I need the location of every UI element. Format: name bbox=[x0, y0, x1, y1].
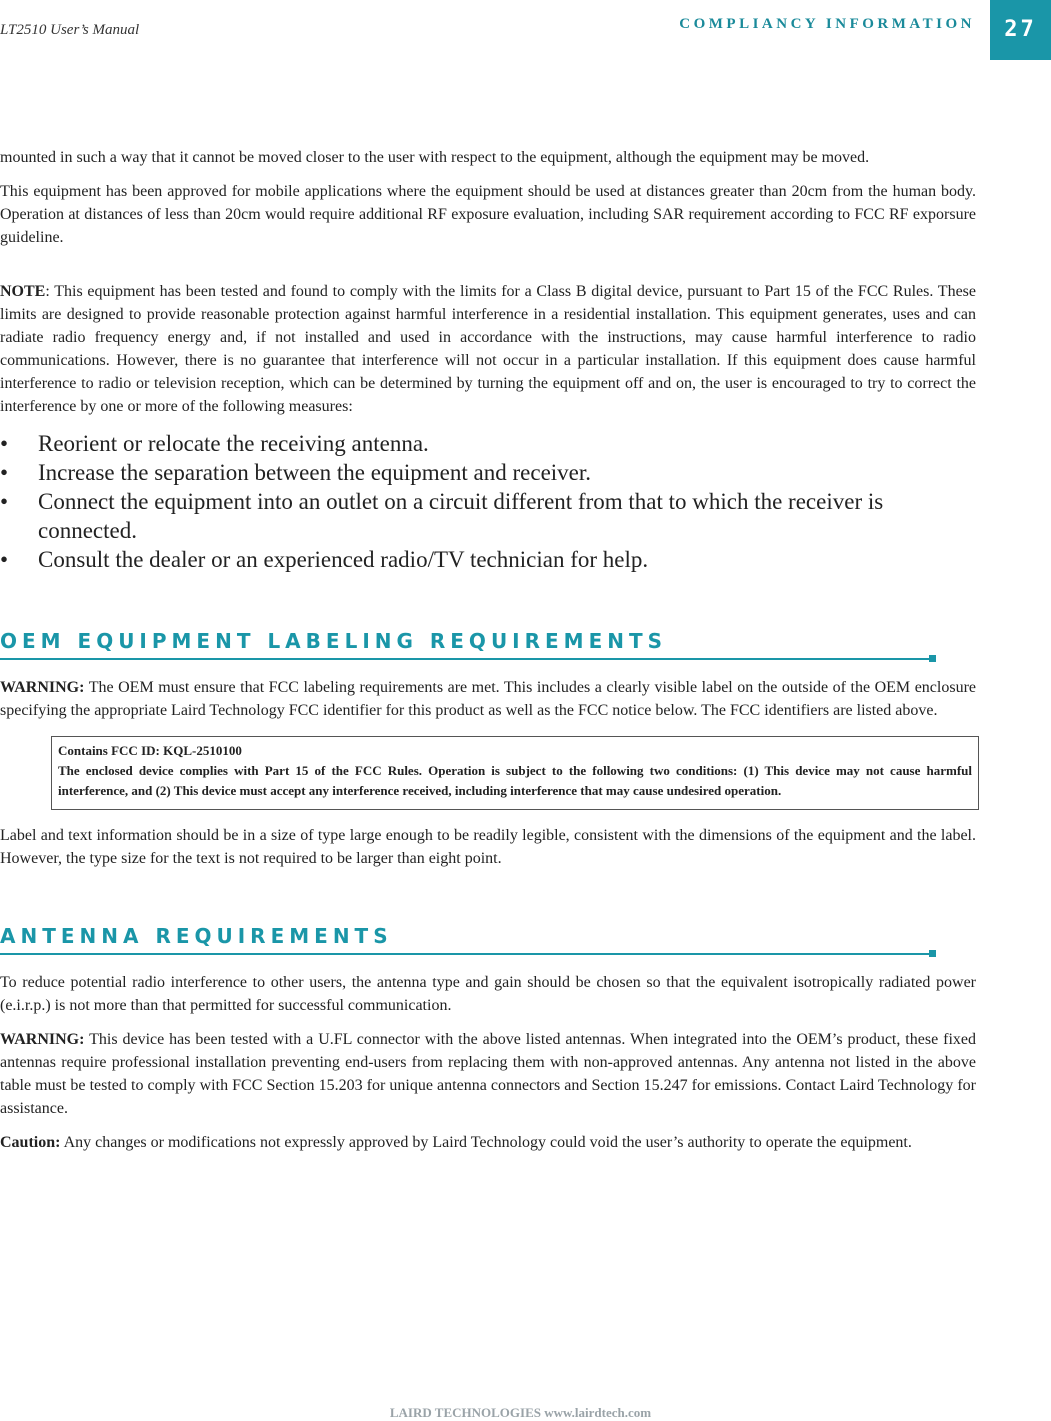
paragraph-mobile-approval: This equipment has been approved for mobile applications where the equipment should be used at distances greater than 20cm from the human body. Operation at distances of less than 20cm would require additional RF exposure evaluation, including SAR requirement according to FCC RF exporsure guideline. bbox=[0, 183, 976, 246]
label-size-paragraph: Label and text information should be in a size of type large enough to be readily legible, consistent with the dimensions of the equipment and the label. However, the type size for the text is not required to be larger than eight point. bbox=[0, 827, 976, 867]
section-divider bbox=[0, 949, 976, 963]
antenna-warning-paragraph bbox=[0, 1028, 976, 1120]
warning-label: WARNING: bbox=[0, 1031, 85, 1048]
list-item bbox=[0, 545, 976, 574]
note-label: NOTE bbox=[0, 283, 46, 300]
antenna-requirements-heading: ANTENNA REQUIREMENTS bbox=[0, 924, 393, 948]
bullet-icon: • bbox=[0, 431, 9, 456]
note-text: : This equipment has been tested and found to comply with the limits for a Class B digital device, pursuant to Part 15 of the FCC Rules. These limits are designed to provide reasonable protection against harmful interference in a residential installation. This equipment generates, uses and can radiate radio frequency energy and, if not installed and used in accordance with the instructions, may cause harmful interference to radio communications. However, there is no guarantee that interference will not occur in a particular installation. If this equipment does cause harmful interference to radio or television reception, which can be determined by turning the equipment off and on, the user is encouraged to try to correct the interference by one or more of the following measures: bbox=[0, 283, 976, 415]
bullet-icon: • bbox=[0, 489, 9, 514]
section-name: COMPLIANCY INFORMATION bbox=[679, 16, 975, 32]
fcc-notice-box bbox=[51, 736, 979, 810]
manual-title: LT2510 User’s Manual bbox=[0, 22, 140, 38]
antenna-paragraph: To reduce potential radio interference to other users, the antenna type and gain should be chosen so that the equivalent isotropically radiated power (e.i.r.p.) is not more than that permitted for successful communication. bbox=[0, 974, 976, 1014]
fcc-id-line: Contains FCC ID: KQL-2510100 bbox=[58, 743, 242, 758]
measures-list bbox=[0, 429, 976, 574]
caution-text: Any changes or modifications not expressly approved by Laird Technology could void the user’s authority to operate the equipment. bbox=[60, 1134, 912, 1151]
oem-labeling-heading: OEM EQUIPMENT LABELING REQUIREMENTS bbox=[0, 629, 668, 653]
bullet-icon: • bbox=[0, 460, 9, 485]
fcc-notice-text: The enclosed device complies with Part 15 of the FCC Rules. Operation is subject to the following two conditions: (1) This device may not cause harmful interference, and (2) This device must accept any interference received, including interference that may cause undesired operation. bbox=[58, 763, 972, 798]
list-item bbox=[0, 429, 976, 458]
warning-label: WARNING: bbox=[0, 679, 85, 696]
measure-text: Connect the equipment into an outlet on a circuit different from that to which the receiver is connected. bbox=[38, 489, 884, 543]
list-item bbox=[0, 487, 976, 545]
footer-text: LAIRD TECHNOLOGIES www.lairdtech.com bbox=[389, 1405, 652, 1420]
warning-text: This device has been tested with a U.FL connector with the above listed antennas. When integrated into the OEM’s product, these fixed antennas require professional installation preventing end-users from replacing them with non-approved antennas. Any antenna not listed in the above table must be tested to comply with FCC Section 15.203 for unique antenna connectors and Section 15.247 for emissions. Contact Laird Technology for assistance. bbox=[0, 1031, 976, 1117]
measure-text: Consult the dealer or an experienced radio/TV technician for help. bbox=[38, 547, 649, 572]
paragraph-note bbox=[0, 280, 976, 418]
oem-warning-paragraph bbox=[0, 676, 976, 722]
page-content bbox=[0, 146, 976, 1165]
section-divider bbox=[0, 654, 976, 668]
list-item bbox=[0, 458, 976, 487]
caution-label: Caution: bbox=[0, 1134, 61, 1151]
caution-paragraph bbox=[0, 1131, 976, 1154]
warning-text: The OEM must ensure that FCC labeling requirements are met. This includes a clearly visible label on the outside of the OEM enclosure specifying the appropriate Laird Technology FCC identifier for this product as well as the FCC notice below. The FCC identifiers are listed above. bbox=[0, 679, 976, 719]
page-number: 27 bbox=[990, 0, 1051, 60]
measure-text: Reorient or relocate the receiving antenna. bbox=[38, 431, 429, 456]
measure-text: Increase the separation between the equipment and receiver. bbox=[38, 460, 592, 485]
paragraph-mounting: mounted in such a way that it cannot be moved closer to the user with respect to the equipment, although the equipment may be moved. bbox=[0, 149, 870, 166]
bullet-icon: • bbox=[0, 547, 9, 572]
